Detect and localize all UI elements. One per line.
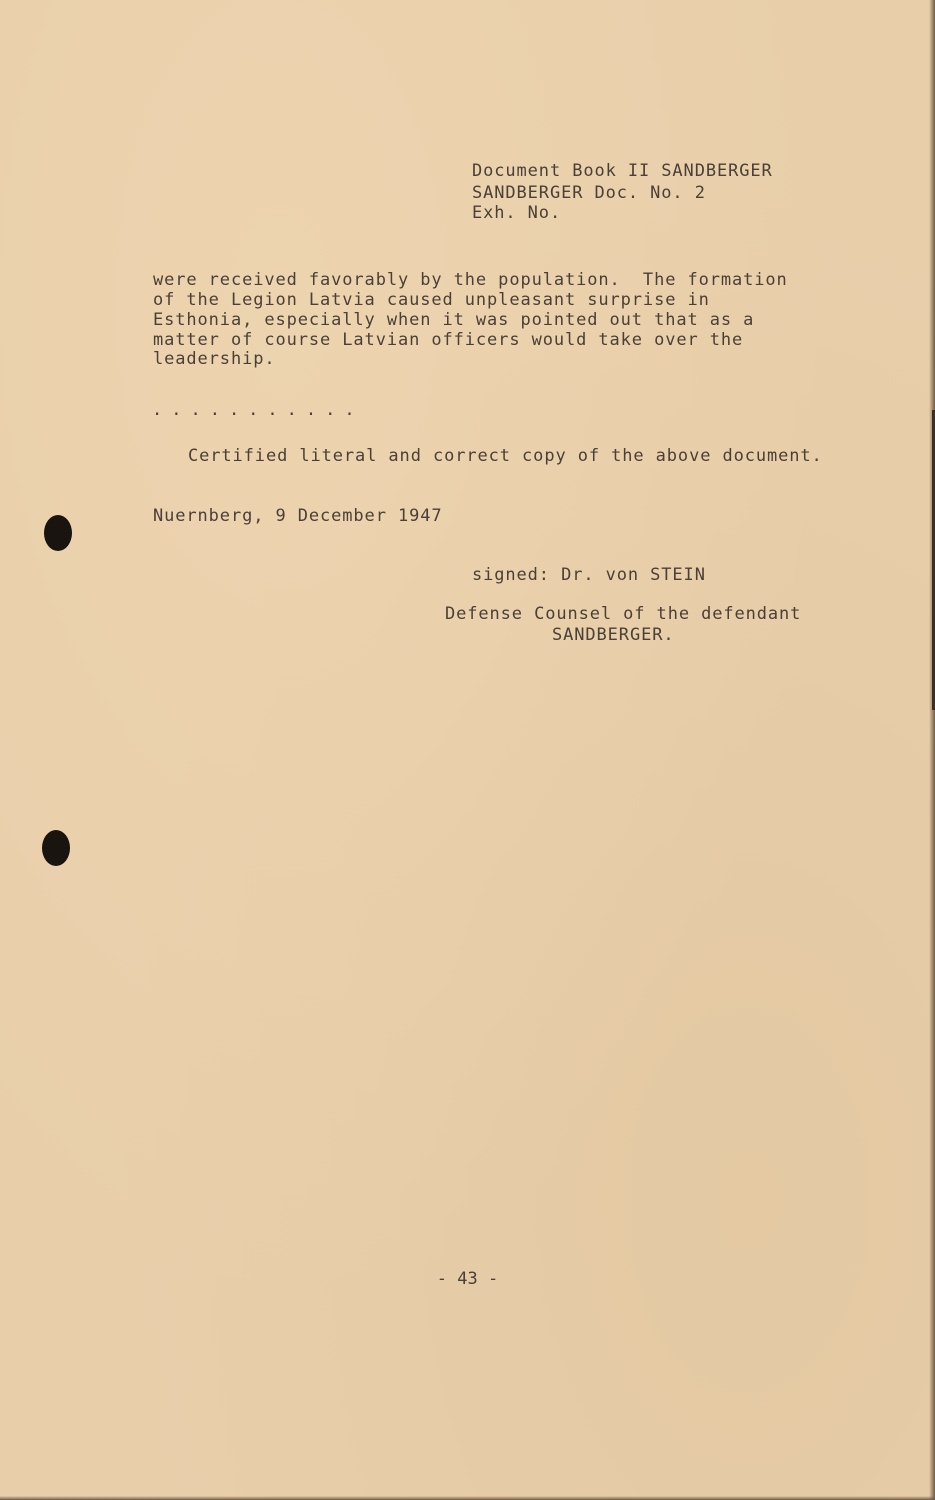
document-book-line: Document Book II SANDBERGER xyxy=(472,161,773,181)
punch-hole-bottom xyxy=(42,830,70,866)
page-number: - 43 - xyxy=(436,1269,499,1289)
body-line-2: of the Legion Latvia caused unpleasant surprise in xyxy=(153,290,710,310)
body-line-1: were received favorably by the population. The formation xyxy=(153,270,788,290)
document-number-line: SANDBERGER Doc. No. 2 xyxy=(472,183,706,203)
signed-line: signed: Dr. von STEIN xyxy=(472,565,706,585)
body-line-5: leadership. xyxy=(153,349,276,369)
body-line-3: Esthonia, especially when it was pointed out that as a xyxy=(153,310,755,330)
punch-hole-top xyxy=(44,515,72,551)
page-edge-bottom xyxy=(0,1496,935,1500)
exhibit-number-line: Exh. No. xyxy=(472,203,562,223)
signer-role-line-1: Defense Counsel of the defendant xyxy=(445,604,802,624)
omission-dots: ........... xyxy=(152,400,364,420)
signer-role-line-2: SANDBERGER. xyxy=(552,625,675,645)
certification-statement: Certified literal and correct copy of the above document. xyxy=(188,446,823,466)
place-date: Nuernberg, 9 December 1947 xyxy=(153,506,443,526)
body-line-4: matter of course Latvian officers would take over the xyxy=(153,330,744,350)
